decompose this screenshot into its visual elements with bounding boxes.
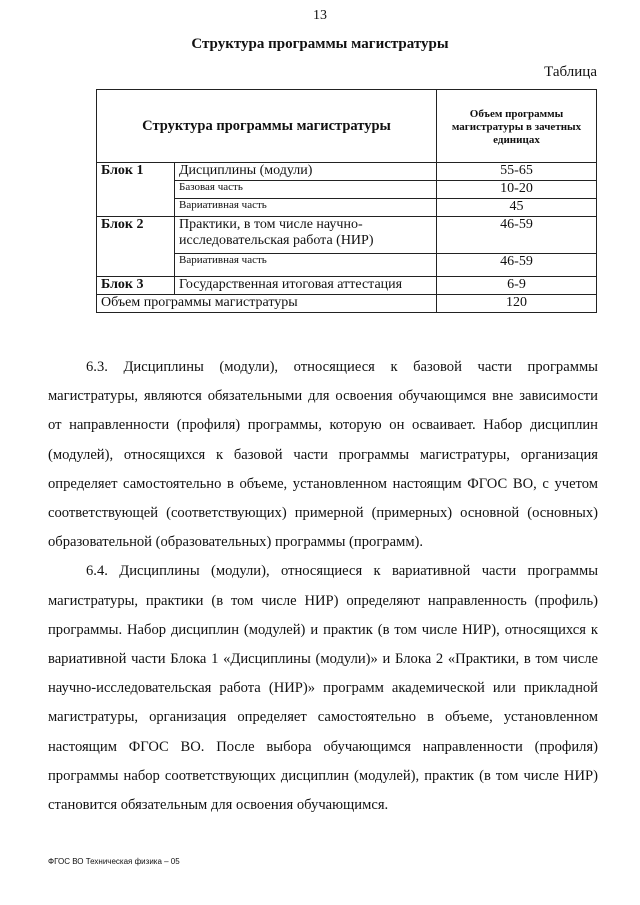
row-value: 45 — [437, 199, 597, 217]
table-row — [97, 163, 597, 181]
program-structure-table — [96, 89, 597, 313]
row-value: 46-59 — [437, 217, 597, 254]
table-total-row — [97, 295, 597, 313]
row-name: Вариативная часть — [175, 199, 437, 217]
header-structure: Структура программы магистратуры — [97, 90, 437, 163]
block-label: Блок 2 — [97, 217, 175, 277]
row-value: 46-59 — [437, 254, 597, 277]
page-number: 13 — [313, 8, 327, 23]
total-value: 120 — [437, 295, 597, 313]
row-value: 6-9 — [437, 277, 597, 295]
paragraph-6-3: 6.3. Дисциплины (модули), относящиеся к базовой части программы магистратуры, являются обязательными для освоения обучающимся вне зависимости от направленности (профиля) программы, которую он осваивает. Набор дисциплин (модулей), относящихся к базовой части программы магистратуры, организация определяет самостоятельно в объеме, установленном настоящим ФГОС ВО, с учетом соответствующей (соответствующих) примерной (примерных) основной (основных) образовательной (образовательных) программы (программ). — [48, 359, 598, 551]
row-value: 10-20 — [437, 181, 597, 199]
table-header-row — [97, 90, 597, 163]
row-name: Практики, в том числе научно-исследовательская работа (НИР) — [175, 217, 437, 254]
table-row — [97, 277, 597, 295]
row-name: Государственная итоговая аттестация — [175, 277, 437, 295]
table-row — [97, 217, 597, 254]
footer: ФГОС ВО Техническая физика – 05 — [48, 857, 180, 866]
block-label: Блок 1 — [97, 163, 175, 217]
row-name: Вариативная часть — [175, 254, 437, 277]
row-value: 55-65 — [437, 163, 597, 181]
block-label: Блок 3 — [97, 277, 175, 295]
page-title: Структура программы магистратуры — [191, 36, 449, 52]
total-label: Объем программы магистратуры — [97, 295, 437, 313]
row-name: Дисциплины (модули) — [175, 163, 437, 181]
row-name: Базовая часть — [175, 181, 437, 199]
header-volume: Объем программы магистратуры в зачетных единицах — [437, 90, 597, 163]
body-text — [48, 353, 598, 820]
table-caption: Таблица — [544, 64, 597, 80]
paragraph-6-4: 6.4. Дисциплины (модули), относящиеся к вариативной части программы магистратуры, практики (в том числе НИР) определяют направленность (профиль) программы. Набор дисциплин (модулей) и практик (в том числе НИР), относящихся к вариативной части Блока 1 «Дисциплины (модули)» и Блока 2 «Практики, в том числе научно-исследовательская работа (НИР)» программ академической или прикладной магистратуры, организация определяет самостоятельно в объеме, установленном настоящим ФГОС ВО. После выбора обучающимся направленности (профиля) программы набор соответствующих дисциплин (модулей), практик (в том числе НИР) становится обязательным для освоения обучающимся. — [48, 563, 598, 814]
